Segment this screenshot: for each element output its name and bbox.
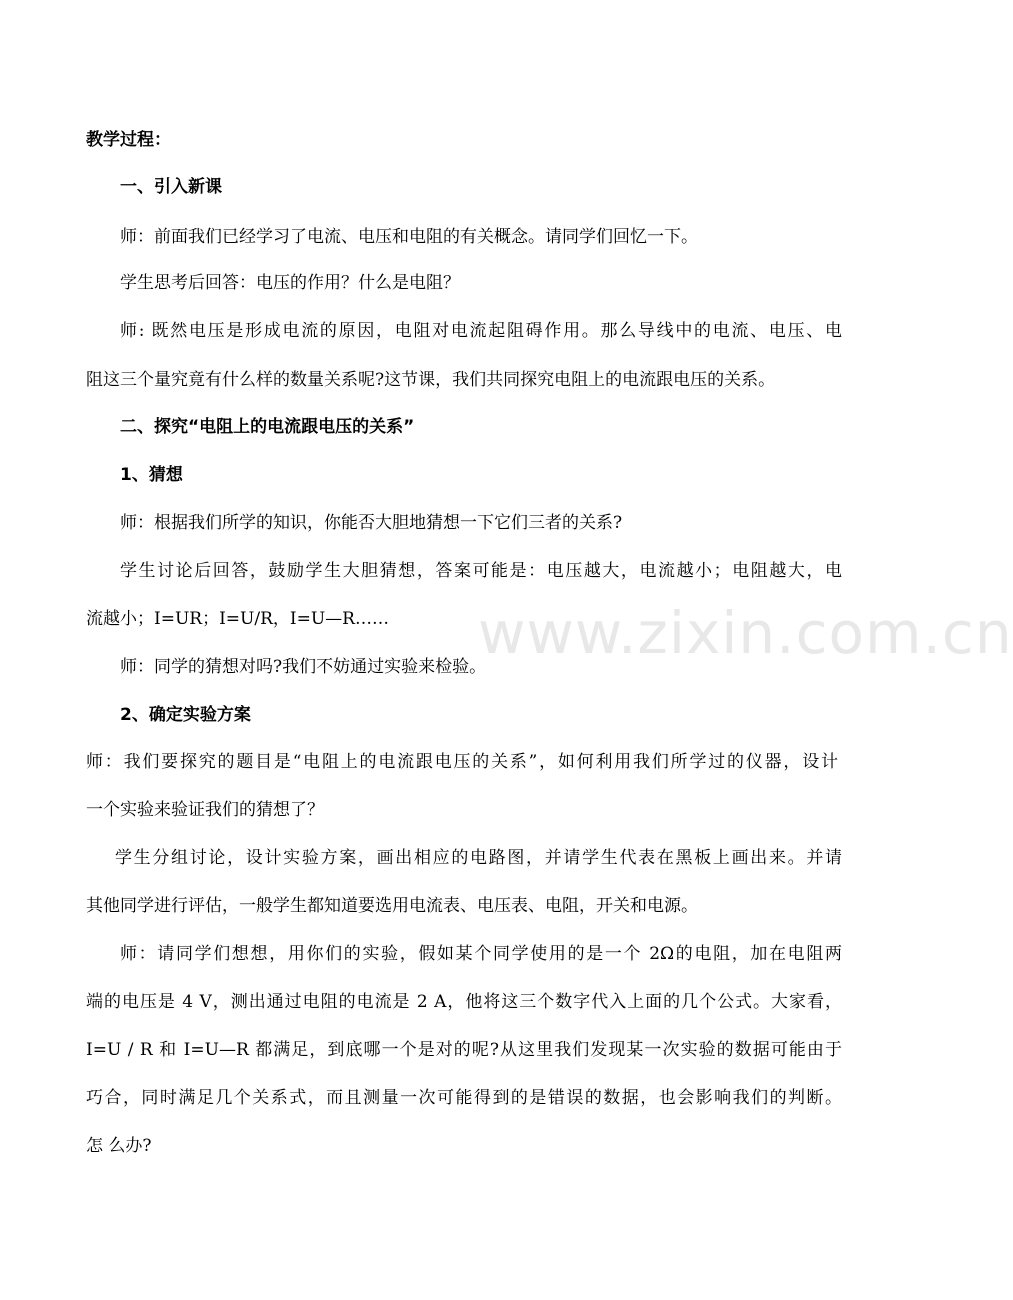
watermark: www.zixin.com.cn [478, 599, 1013, 667]
paragraph: 学生讨论后回答，鼓励学生大胆猜想，答案可能是：电压越大，电流越小；电阻越大，电 [120, 561, 842, 581]
paragraph: 师：同学的猜想对吗?我们不妨通过实验来检验。 [120, 657, 487, 677]
paragraph: 学生思考后回答：电压的作用？什么是电阻？ [120, 273, 460, 293]
paragraph: 学生分组讨论，设计实验方案，画出相应的电路图，并请学生代表在黑板上画出来。并请 [115, 848, 842, 868]
paragraph-continuation: 其他同学进行评估，一般学生都知道要选用电流表、电压表、电阻，开关和电源。 [86, 896, 698, 916]
section-title-1: 一、引入新课 [120, 177, 222, 197]
paragraph-continuation: 阻这三个量究竟有什么样的数量关系呢?这节课，我们共同探究电阻上的电流跟电压的关系。 [86, 370, 776, 390]
paragraph-continuation: 巧合，同时满足几个关系式，而且测量一次可能得到的是错误的数据，也会影响我们的判断。 [86, 1088, 842, 1108]
paragraph-continuation: I=U / R 和 I=U—R 都满足，到底哪一个是对的呢?从这里我们发现某一次实验的数据可能由于 [86, 1040, 842, 1060]
section-title-2: 二、探究“电阻上的电流跟电压的关系” [120, 417, 415, 437]
paragraph-continuation: 一个实验来验证我们的猜想了？ [86, 800, 324, 820]
paragraph-continuation: 端的电压是 4 V，测出通过电阻的电流是 2 A，他将这三个数字代入上面的几个公式。大家看， [86, 992, 842, 1012]
paragraph: 师：我们要探究的题目是“电阻上的电流跟电压的关系”，如何利用我们所学过的仪器，设计 [86, 752, 838, 772]
paragraph-continuation: 怎 么办? [86, 1136, 152, 1156]
subsection-title: 1、猜想 [120, 465, 183, 485]
section-heading: 教学过程： [86, 130, 171, 150]
paragraph: 师：根据我们所学的知识，你能否大胆地猜想一下它们三者的关系? [120, 513, 623, 533]
paragraph-continuation: 流越小；I=UR；I=U/R，I=U—R…… [86, 609, 389, 629]
paragraph: 师：前面我们已经学习了电流、电压和电阻的有关概念。请同学们回忆一下。 [120, 227, 698, 247]
paragraph: 师：请同学们想想，用你们的实验，假如某个同学使用的是一个 2Ω的电阻，加在电阻两 [120, 944, 842, 964]
paragraph: 师: 既然电压是形成电流的原因，电阻对电流起阻碍作用。那么导线中的电流、电压、电 [120, 321, 842, 341]
subsection-title: 2、确定实验方案 [120, 705, 251, 725]
